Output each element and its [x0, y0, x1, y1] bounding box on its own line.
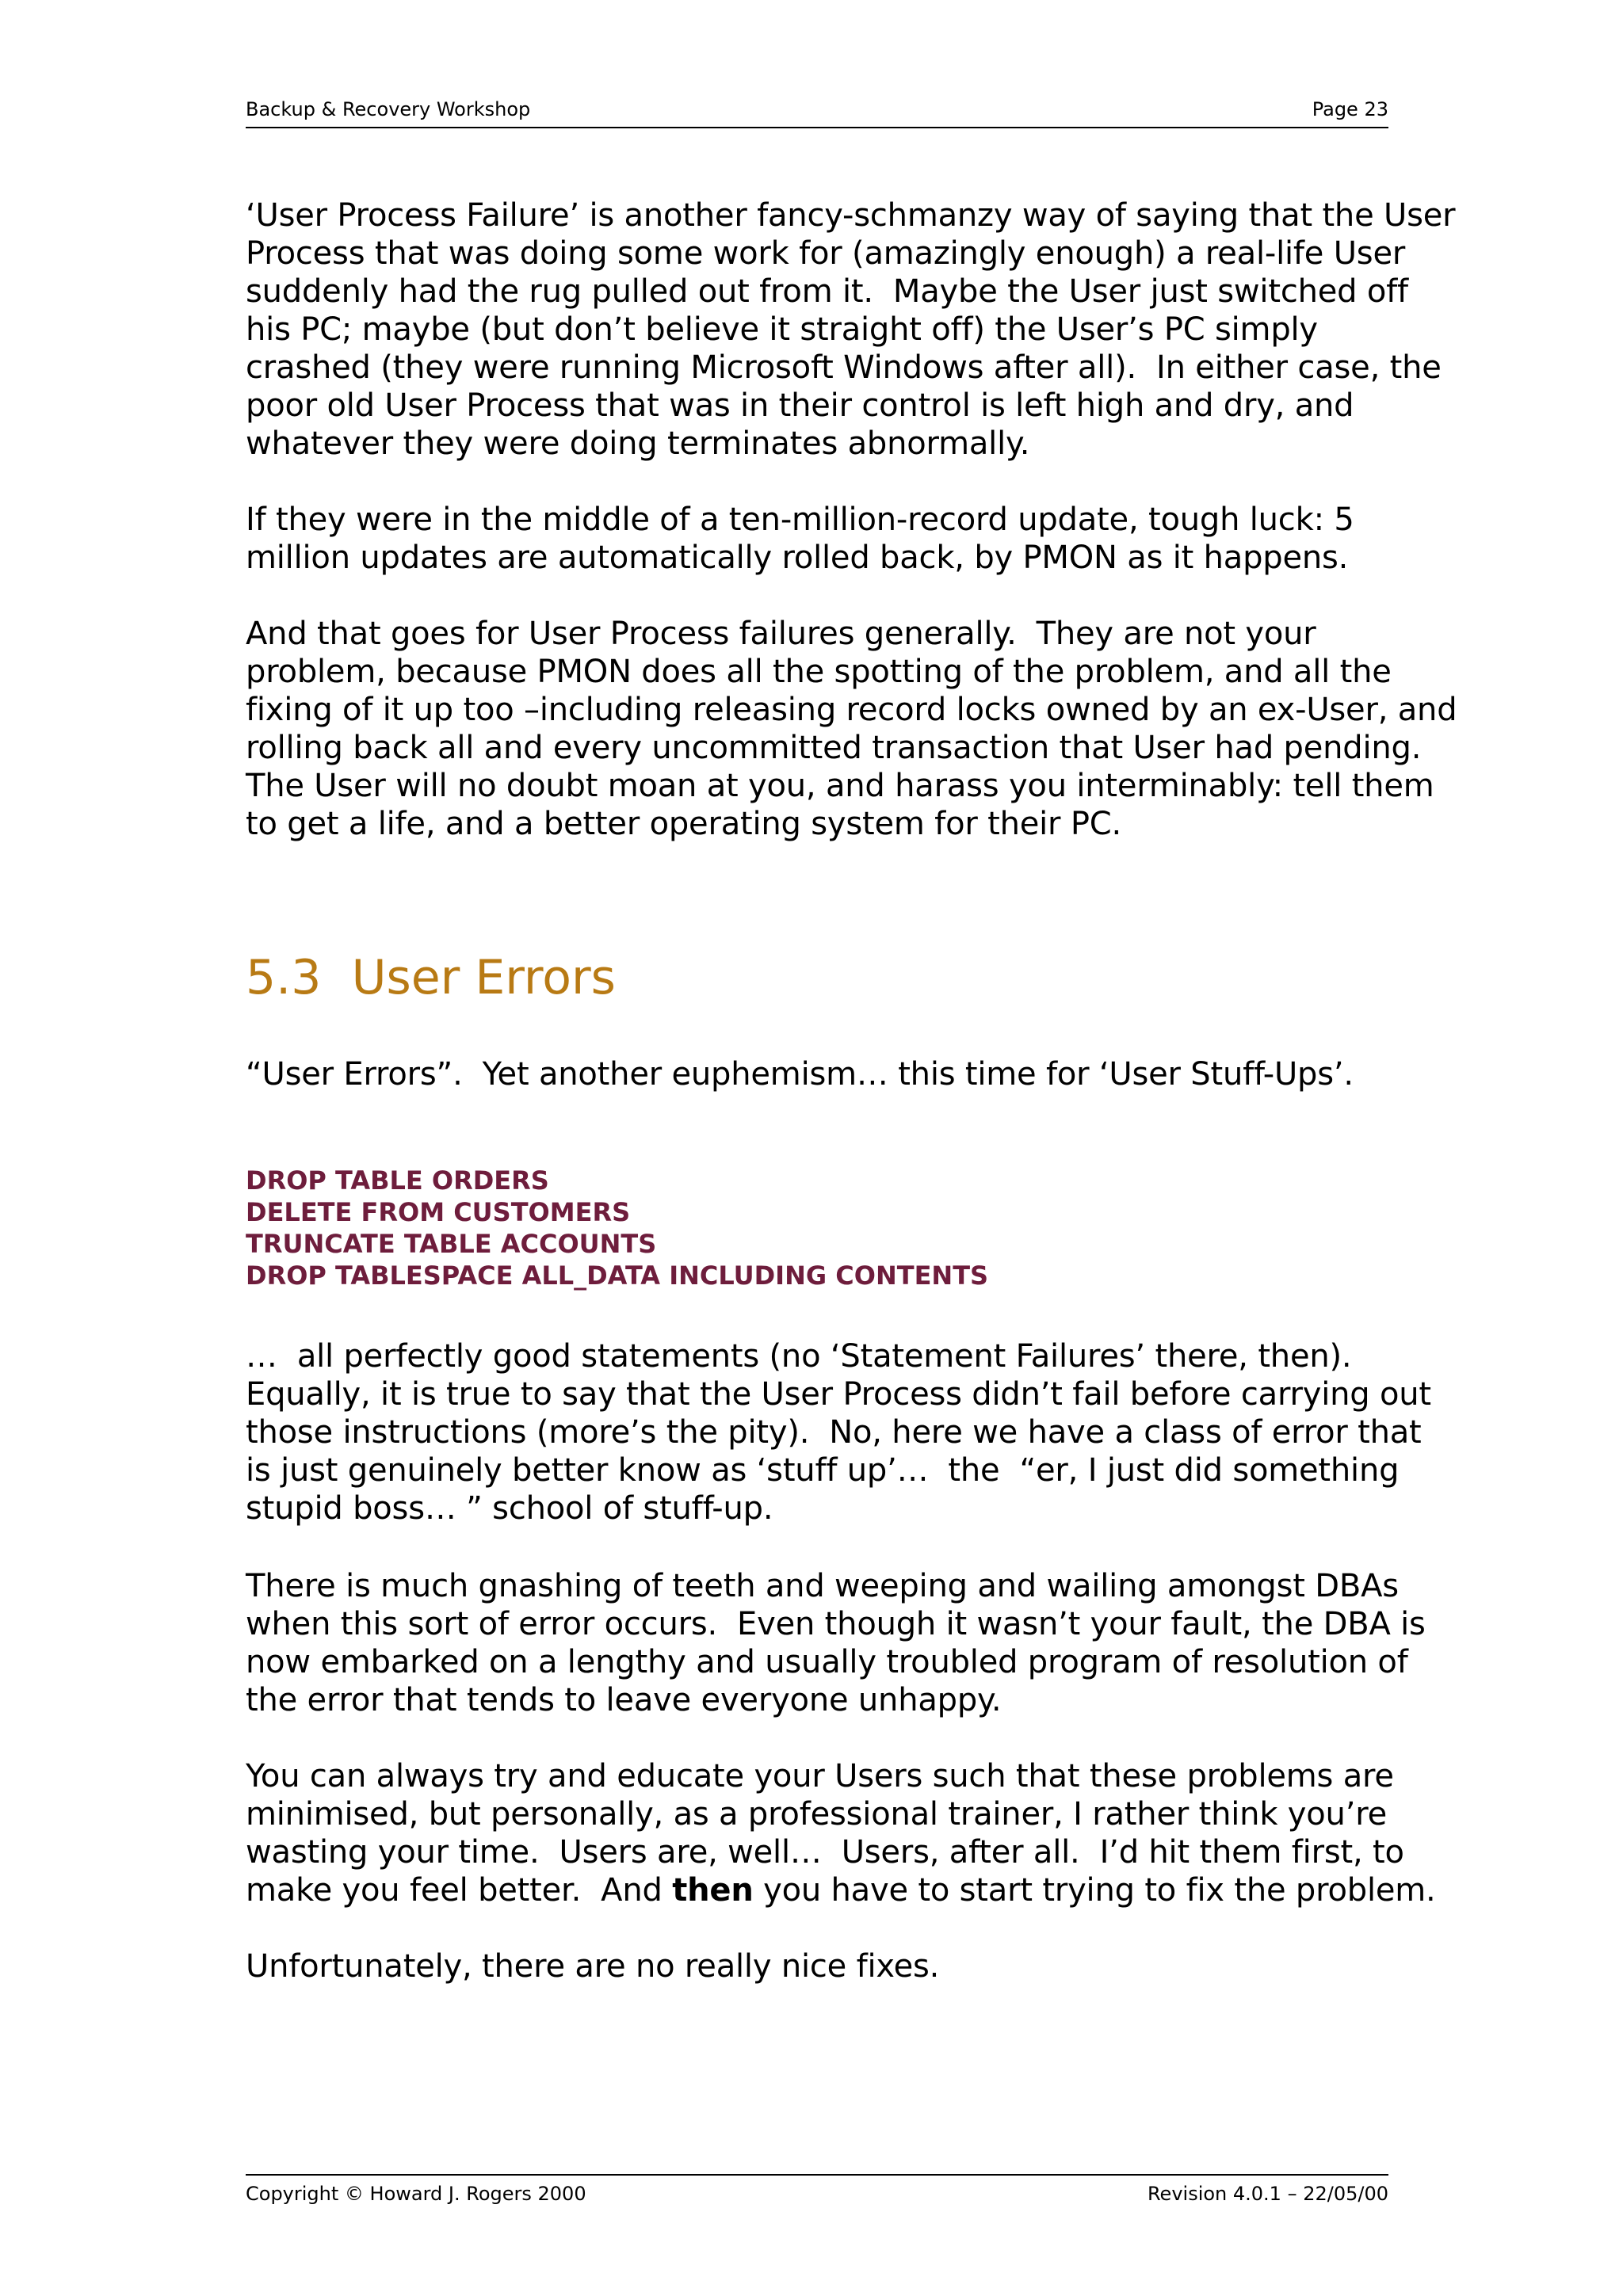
code-line: DELETE FROM CUSTOMERS [246, 1197, 631, 1227]
text-run: make you feel better. And [246, 1872, 673, 1909]
page-footer [246, 2174, 1388, 2214]
text-line: now embarked on a lengthy and usually troubled program of resolution of [246, 1644, 1408, 1680]
page-header [246, 93, 1388, 128]
paragraph-rollback [246, 501, 1354, 577]
paragraph-user-errors-intro [246, 1055, 1354, 1093]
text-line: when this sort of error occurs. Even though it wasn’t your fault, the DBA is [246, 1606, 1426, 1642]
text-line: problem, because PMON does all the spotting of the problem, and all the [246, 654, 1392, 690]
text-line: There is much gnashing of teeth and weeping and wailing amongst DBAs [246, 1568, 1399, 1604]
text-line: wasting your time. Users are, well… Users, after all. I’d hit them first, to [246, 1834, 1404, 1871]
text-line: You can always try and educate your Users such that these problems are [246, 1758, 1394, 1794]
text-line: suddenly had the rug pulled out from it. Maybe the User just switched off [246, 273, 1408, 310]
text-line: million updates are automatically rolled back, by PMON as it happens. [246, 540, 1349, 576]
text-line: poor old User Process that was in their control is left high and dry, and [246, 387, 1354, 424]
text-line: minimised, but personally, as a professional trainer, I rather think you’re [246, 1796, 1387, 1833]
text-line: … all perfectly good statements (no ‘Statement Failures’ there, then). [246, 1338, 1352, 1375]
paragraph-pmon [246, 615, 1457, 843]
paragraph-user-process-failure [246, 196, 1455, 463]
code-line: DROP TABLESPACE ALL_DATA INCLUDING CONTENTS [246, 1261, 989, 1291]
text-line: ‘User Process Failure’ is another fancy-schmanzy way of saying that the User [246, 197, 1456, 234]
paragraph-gnashing [246, 1567, 1426, 1719]
text-line: to get a life, and a better operating system for their PC. [246, 806, 1121, 842]
text-line: his PC; maybe (but don’t believe it straight off) the User’s PC simply [246, 311, 1318, 348]
paragraph-educate-users [246, 1757, 1436, 1909]
code-line: TRUNCATE TABLE ACCOUNTS [246, 1229, 657, 1259]
text-line: The User will no doubt moan at you, and harass you interminably: tell them [246, 768, 1434, 804]
paragraph-no-fixes [246, 1947, 939, 1985]
text-line: crashed (they were running Microsoft Windows after all). In either case, the [246, 349, 1442, 386]
text-line: If they were in the middle of a ten-million-record update, tough luck: 5 [246, 502, 1354, 538]
text-line: Equally, it is true to say that the User Process didn’t fail before carrying out [246, 1376, 1431, 1413]
text-line: fixing of it up too –including releasing record locks owned by an ex-User, and [246, 692, 1457, 728]
text-line: “User Errors”. Yet another euphemism… this time for ‘User Stuff-Ups’. [246, 1056, 1354, 1093]
text-run: you have to start trying to fix the problem. [753, 1872, 1436, 1909]
emphasis-then: then [672, 1872, 754, 1909]
text-line: the error that tends to leave everyone unhappy. [246, 1682, 1002, 1718]
code-line: DROP TABLE ORDERS [246, 1165, 549, 1196]
section-heading: 5.3 User Errors [246, 950, 616, 1005]
text-line: is just genuinely better know as ‘stuff up’… the “er, I just did something [246, 1452, 1400, 1489]
text-line: Unfortunately, there are no really nice fixes. [246, 1948, 940, 1985]
text-line: those instructions (more’s the pity). No, here we have a class of error that [246, 1414, 1422, 1451]
footer-copyright: Copyright © Howard J. Rogers 2000 [246, 2183, 586, 2205]
sql-code-block [246, 1165, 988, 1291]
footer-revision: Revision 4.0.1 – 22/05/00 [1147, 2183, 1388, 2205]
paragraph-statements [246, 1337, 1431, 1527]
text-line: And that goes for User Process failures generally. They are not your [246, 616, 1316, 652]
header-page-number: Page 23 [1312, 98, 1388, 120]
text-line: Process that was doing some work for (amazingly enough) a real-life User [246, 235, 1406, 272]
text-line: whatever they were doing terminates abnormally. [246, 425, 1030, 462]
text-line: rolling back all and every uncommitted transaction that User had pending. [246, 730, 1422, 766]
text-line: stupid boss… ” school of stuff-up. [246, 1490, 773, 1527]
text-line [246, 1871, 1436, 1909]
header-title: Backup & Recovery Workshop [246, 98, 531, 120]
